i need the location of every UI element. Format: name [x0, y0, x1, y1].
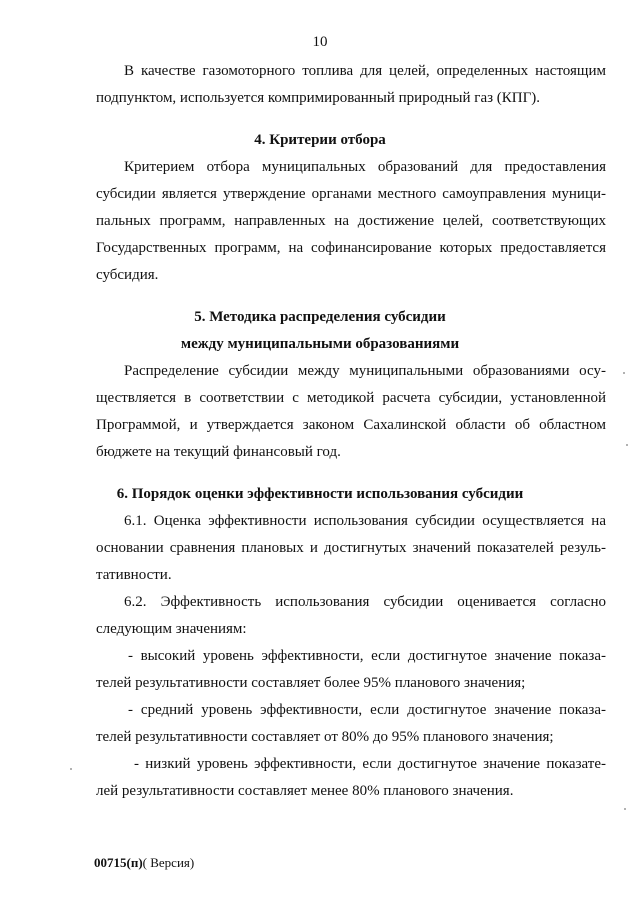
section-heading-6: 6. Порядок оценки эффективности использования субсидии	[116, 486, 524, 502]
paragraph-line: следующим значениям:	[96, 621, 247, 637]
paragraph-line: Распределение субсидии между муниципальными образованиями осу-	[124, 363, 606, 379]
list-item-cont: телей результативности составляет более 95% планового значения;	[96, 675, 526, 691]
paragraph-line: Государственных программ, на софинансирование которых предоставляется	[96, 240, 606, 256]
section-heading-5-cont: между муниципальными образованиями	[180, 336, 460, 352]
paragraph-line: субсидия.	[96, 267, 159, 283]
scan-speck	[626, 444, 628, 446]
list-item: - высокий уровень эффективности, если достигнутое значение показа-	[128, 648, 606, 664]
list-item: - низкий уровень эффективности, если достигнутое значение показате-	[134, 756, 606, 772]
list-item: - средний уровень эффективности, если достигнутое значение показа-	[128, 702, 606, 718]
paragraph-line: 6.1. Оценка эффективности использования субсидии осуществляется на	[124, 513, 606, 529]
document-version: ( Версия)	[142, 855, 195, 870]
paragraph-line: основании сравнения плановых и достигнутых значений показателей резуль-	[96, 540, 606, 556]
paragraph-line: Программой, и утверждается законом Сахалинской области об областном	[96, 417, 606, 433]
scan-speck	[623, 372, 625, 374]
document-footer	[94, 855, 194, 871]
list-item-cont: телей результативности составляет от 80% до 95% планового значения;	[96, 729, 554, 745]
section-heading-5: 5. Методика распределения субсидии	[194, 309, 446, 325]
paragraph-line: субсидии является утверждение органами местного самоуправления муници-	[96, 186, 606, 202]
paragraph-line: ществляется в соответствии с методикой расчета субсидии, установленной	[96, 390, 606, 406]
paragraph-line: В качестве газомоторного топлива для целей, определенных настоящим	[124, 63, 606, 79]
paragraph-line: пальных программ, направленных на достижение целей, соответствующих	[96, 213, 606, 229]
paragraph-line: Критерием отбора муниципальных образований для предоставления	[124, 159, 606, 175]
list-item-cont: лей результативности составляет менее 80% планового значения.	[96, 783, 514, 799]
paragraph-line: тативности.	[96, 567, 172, 583]
paragraph-line: 6.2. Эффективность использования субсидии оценивается согласно	[124, 594, 606, 610]
document-code: 00715(п)	[94, 855, 143, 870]
scan-speck	[624, 808, 626, 810]
section-heading-4: 4. Критерии отбора	[254, 132, 386, 148]
paragraph-line: бюджете на текущий финансовый год.	[96, 444, 341, 460]
paragraph-line: подпунктом, используется компримированный природный газ (КПГ).	[96, 90, 541, 106]
page-number: 10	[312, 34, 328, 50]
scan-speck	[70, 768, 72, 770]
